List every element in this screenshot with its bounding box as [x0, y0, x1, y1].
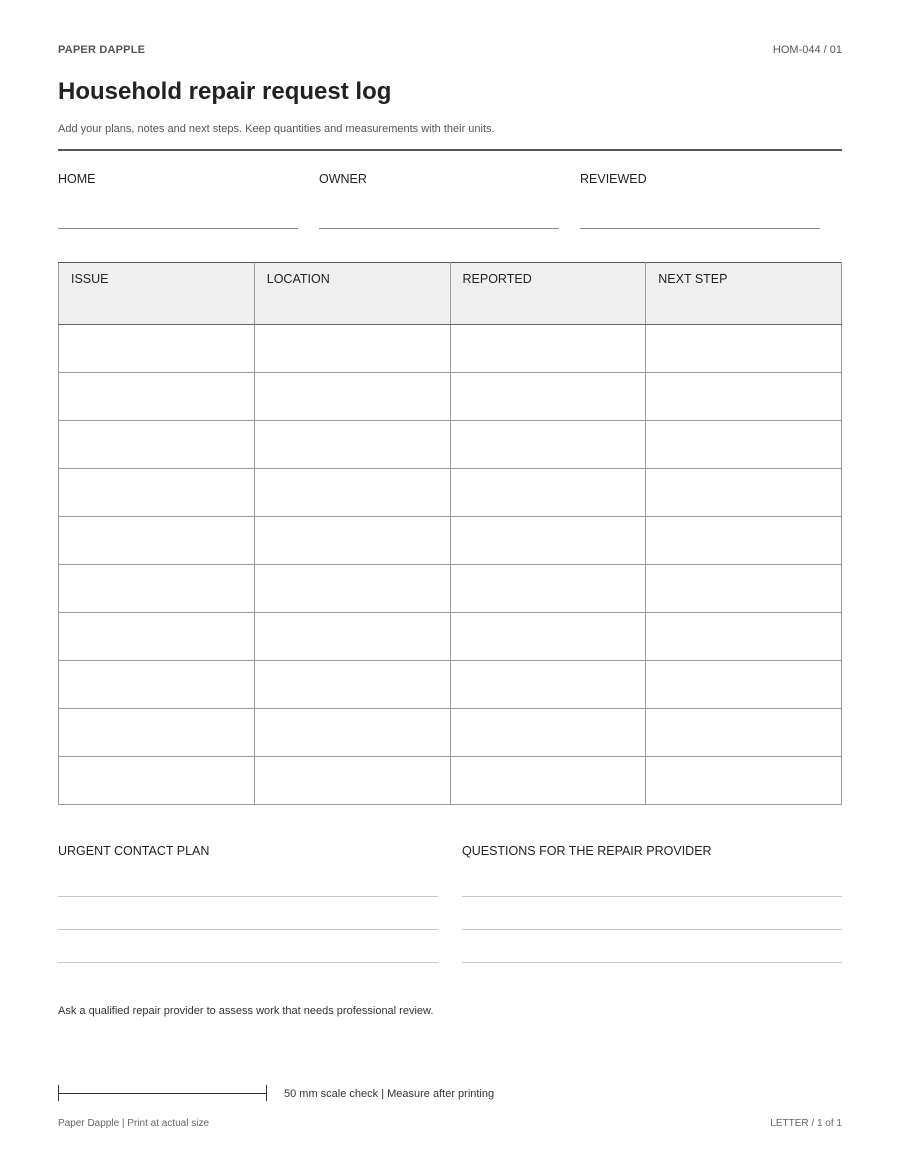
table-cell[interactable] — [254, 325, 450, 373]
footer-left-text: Paper Dapple | Print at actual size — [58, 1118, 210, 1129]
table-row — [59, 613, 842, 661]
table-row — [59, 565, 842, 613]
table-cell[interactable] — [450, 661, 646, 709]
scale-tick-end — [266, 1085, 267, 1101]
table-cell[interactable] — [450, 469, 646, 517]
table-cell[interactable] — [646, 421, 842, 469]
table-row — [59, 661, 842, 709]
table-row — [59, 469, 842, 517]
table-cell[interactable] — [450, 565, 646, 613]
table-cell[interactable] — [59, 757, 255, 805]
table-cell[interactable] — [254, 469, 450, 517]
table-cell[interactable] — [646, 469, 842, 517]
table-cell[interactable] — [254, 661, 450, 709]
footer-right-text: LETTER / 1 of 1 — [770, 1118, 842, 1129]
brand-name: PAPER DAPPLE — [58, 44, 146, 56]
column-header-reported: REPORTED — [450, 263, 646, 325]
disclaimer-text: Ask a qualified repair provider to assess work that needs professional review. — [58, 1005, 434, 1017]
table-cell[interactable] — [450, 709, 646, 757]
table-cell[interactable] — [450, 757, 646, 805]
table-cell[interactable] — [59, 613, 255, 661]
table-header-row — [59, 263, 842, 325]
questions-note-line[interactable] — [462, 962, 842, 963]
repair-log-table — [58, 262, 842, 805]
table-row — [59, 421, 842, 469]
table-body — [59, 325, 842, 805]
table-cell[interactable] — [254, 373, 450, 421]
table-row — [59, 757, 842, 805]
urgent-contact-plan-label: URGENT CONTACT PLAN — [58, 844, 210, 858]
form-code: HOM-044 / 01 — [772, 44, 842, 56]
page-subtitle: Add your plans, notes and next steps. Keep quantities and measurements with their units. — [58, 123, 495, 135]
owner-field-line[interactable] — [319, 228, 559, 229]
table-cell[interactable] — [646, 517, 842, 565]
table-cell[interactable] — [254, 421, 450, 469]
table-row — [59, 709, 842, 757]
table-row — [59, 325, 842, 373]
table-cell[interactable] — [646, 565, 842, 613]
table-cell[interactable] — [646, 373, 842, 421]
table-cell[interactable] — [59, 661, 255, 709]
page-title: Household repair request log — [58, 78, 392, 105]
table-cell[interactable] — [254, 613, 450, 661]
home-field-label: HOME — [58, 172, 96, 186]
column-header-next-step: NEXT STEP — [646, 263, 842, 325]
table-cell[interactable] — [450, 373, 646, 421]
questions-note-line[interactable] — [462, 929, 842, 930]
table-cell[interactable] — [450, 325, 646, 373]
table-cell[interactable] — [646, 757, 842, 805]
scale-bar — [58, 1093, 267, 1094]
table-cell[interactable] — [254, 709, 450, 757]
table-cell[interactable] — [450, 421, 646, 469]
table-cell[interactable] — [59, 373, 255, 421]
table-cell[interactable] — [646, 709, 842, 757]
table-cell[interactable] — [59, 709, 255, 757]
table-row — [59, 517, 842, 565]
table-cell[interactable] — [59, 565, 255, 613]
questions-label: QUESTIONS FOR THE REPAIR PROVIDER — [462, 844, 712, 858]
questions-note-line[interactable] — [462, 896, 842, 897]
reviewed-field-label: REVIEWED — [580, 172, 647, 186]
urgent-note-line[interactable] — [58, 896, 438, 897]
table-cell[interactable] — [59, 469, 255, 517]
table-cell[interactable] — [450, 517, 646, 565]
reviewed-field-line[interactable] — [580, 228, 820, 229]
scale-tick-start — [58, 1085, 59, 1101]
scale-check-text: 50 mm scale check | Measure after printing — [284, 1088, 495, 1100]
table-cell[interactable] — [254, 565, 450, 613]
table-cell[interactable] — [59, 325, 255, 373]
table-cell[interactable] — [646, 613, 842, 661]
table-cell[interactable] — [646, 661, 842, 709]
table-cell[interactable] — [646, 325, 842, 373]
urgent-note-line[interactable] — [58, 929, 438, 930]
table-cell[interactable] — [254, 517, 450, 565]
table-cell[interactable] — [254, 757, 450, 805]
column-header-issue: ISSUE — [59, 263, 255, 325]
table-cell[interactable] — [59, 517, 255, 565]
column-header-location: LOCATION — [254, 263, 450, 325]
header-divider — [58, 149, 842, 151]
urgent-note-line[interactable] — [58, 962, 438, 963]
owner-field-label: OWNER — [319, 172, 367, 186]
table-row — [59, 373, 842, 421]
home-field-line[interactable] — [58, 228, 298, 229]
table-cell[interactable] — [59, 421, 255, 469]
table-cell[interactable] — [450, 613, 646, 661]
